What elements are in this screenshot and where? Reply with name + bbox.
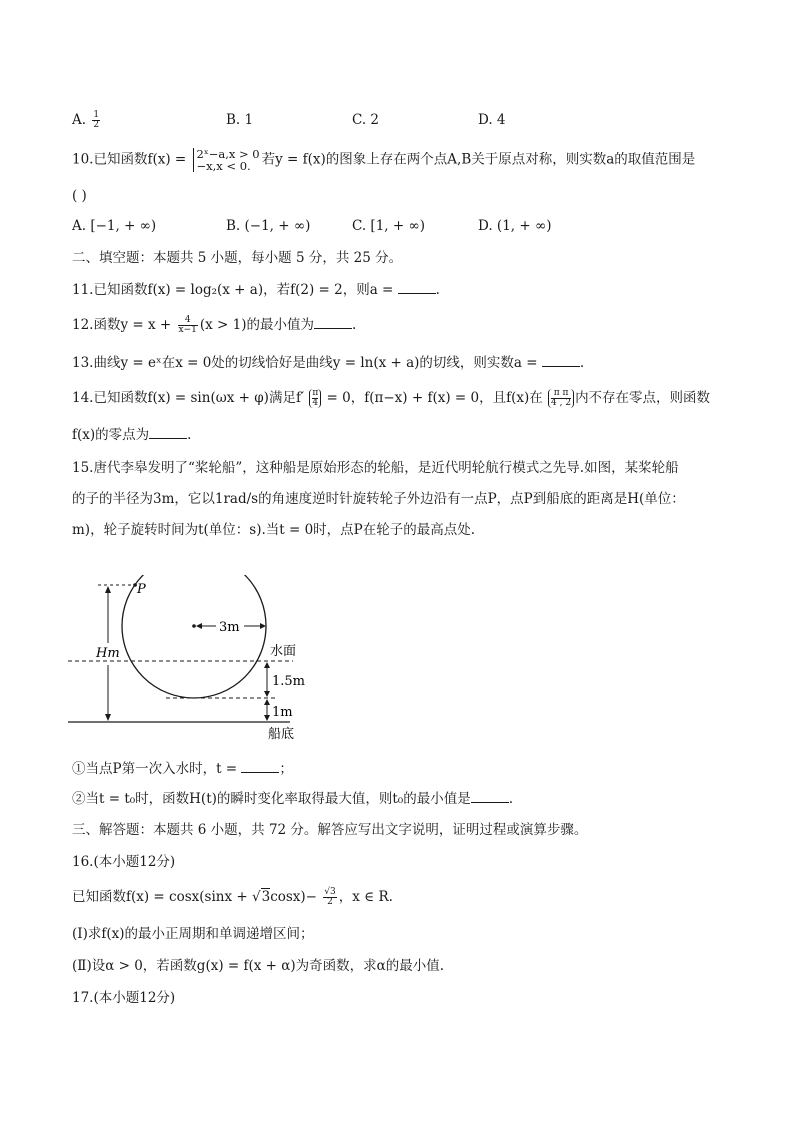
- q14-paren2-top: π π: [551, 389, 571, 399]
- q11: [72, 279, 440, 300]
- q13-text: 13.曲线y = eˣ在x = 0处的切线恰好是曲线y = ln(x + a)的切线，则实数a =: [72, 355, 542, 371]
- q14-paren1-top: π: [312, 388, 319, 398]
- q15-sub1: [72, 758, 293, 779]
- section3-heading: 三、解答题：本题共 6 小题，共 72 分。解答应写出文字说明，证明过程或演算步骤。: [72, 822, 588, 838]
- label-h: [95, 646, 120, 661]
- q16-sqrt: 3: [261, 889, 271, 905]
- radius-arrowhead-left: [196, 623, 202, 629]
- wheel-center: [192, 624, 196, 628]
- q10-option-b: B. (−1, + ∞): [226, 218, 311, 234]
- q14-pre: 14.已知函数f(x) = sin(ωx + φ)满足f′: [72, 390, 305, 406]
- q12: [72, 314, 356, 335]
- q10-option-a: A. [−1, + ∞): [72, 218, 157, 234]
- q16-part1: (Ⅰ)求f(x)的最小正周期和单调递增区间；: [72, 926, 314, 942]
- q14-paren1-bottom: 4: [312, 398, 319, 408]
- q16-function: 已知函数f(x) = cosx(sinx + √3cosx)− $\frac{√3}{2}$ ，x ∈ R.: [72, 887, 393, 907]
- label-1-5m: 1.5m: [272, 674, 306, 689]
- q10-stem: [72, 148, 695, 172]
- q15-sub1-text: ①当点P第一次入水时，t =: [72, 761, 242, 777]
- label-radius: 3m: [219, 620, 240, 635]
- paddle-wheel-figure: [68, 575, 318, 750]
- h-arrowhead-top: [105, 586, 111, 593]
- q11-blank: [398, 279, 436, 294]
- q9-option-a-label: A.: [72, 112, 87, 128]
- q10-case2: −x,x < 0.: [196, 159, 251, 173]
- q14-end: .: [187, 427, 192, 443]
- q10-option-d: D. (1, + ∞): [478, 218, 552, 234]
- h-arrowhead-bottom: [105, 714, 111, 721]
- q15-line1: 15.唐代李皋发明了“桨轮船”，这种船是原始形态的轮船，是近代明轮航行模式之先导.如图，某桨轮船: [72, 460, 679, 476]
- q15-line2: 的子的半径为3m，它以1rad/s的角速度逆时针旋转轮子外边沿有一点P，点P到船底的距离是H(单位：: [72, 491, 685, 507]
- q16-header: 16.(本小题12分): [72, 854, 176, 870]
- q16-post: ，x ∈ R.: [338, 889, 393, 905]
- dim-15-arrow-top: [264, 662, 270, 668]
- radius-arrowhead-right: [260, 623, 266, 629]
- q17-header: 17.(本小题12分): [72, 990, 176, 1006]
- q12-denominator: x−1: [178, 325, 197, 335]
- q16-frac-numerator: √3: [324, 887, 336, 897]
- q12-pre: 12.函数y = x +: [72, 317, 172, 333]
- label-ship-bottom: 船底: [268, 727, 295, 742]
- q13: [72, 352, 584, 373]
- q12-blank: [314, 314, 352, 329]
- q13-end: .: [579, 355, 585, 371]
- dim-15-arrow-bottom: [264, 691, 270, 697]
- q9-option-b: B. 1: [226, 112, 254, 128]
- q10-case1: 2ˣ−a,x > 0: [196, 147, 260, 161]
- q15-sub1-blank: [241, 758, 279, 773]
- q12-fraction: [178, 316, 198, 335]
- q14-mid: = 0，f(π−x) + f(x) = 0，且f(x)在: [326, 390, 543, 406]
- q15-sub2-text: ②当t = t₀时，函数H(t)的瞬时变化率取得最大值，则t₀的最小值是: [72, 791, 471, 807]
- q9-option-c: C. 2: [352, 112, 380, 128]
- q16-mid: cosx)−: [270, 889, 317, 905]
- q14-paren2-bottom: 4 , 2: [551, 398, 572, 408]
- dim-1-arrow-bottom: [264, 715, 270, 721]
- label-water-surface: 水面: [270, 644, 297, 659]
- q10-fx: f(x) =: [147, 151, 187, 168]
- q10-piecewise: [193, 148, 260, 172]
- q10-prefix: 10.已知函数: [72, 151, 148, 168]
- q10-paren: ( ): [72, 188, 87, 204]
- q12-numerator: 4: [178, 316, 198, 326]
- q15-sub2-end: .: [508, 791, 514, 807]
- q14-line2-text: f(x)的零点为: [72, 427, 150, 443]
- label-h-text: Hm: [96, 646, 120, 661]
- q16-pre: 已知函数f(x) = cosx(sinx +: [72, 889, 252, 905]
- q14-line2: [72, 424, 191, 445]
- label-p: P: [137, 582, 146, 597]
- q15-line3: m)，轮子旋转时间为t(单位：s).当t = 0时，点P在轮子的最高点处.: [72, 522, 476, 538]
- q13-blank: [542, 352, 580, 367]
- dim-1-arrow-top: [264, 699, 270, 705]
- section2-heading: 二、填空题：本题共 5 小题，每小题 5 分，共 25 分。: [72, 250, 403, 266]
- q14-paren2: [548, 389, 574, 408]
- q10-text: 若y = f(x)的图象上存在两个点A,B关于原点对称，则实数a的取值范围是: [261, 151, 696, 168]
- q16-fraction: [323, 888, 336, 907]
- q9-a-numerator: 1: [93, 110, 100, 120]
- q15-sub2: [72, 788, 513, 809]
- q14-line1: [72, 388, 710, 408]
- q14-post: 内不存在零点，则函数: [575, 390, 711, 406]
- q12-post: (x > 1)的最小值为: [199, 317, 314, 333]
- q9-a-denominator: 2: [93, 120, 100, 130]
- q16-frac-denominator: 2: [327, 897, 333, 907]
- q11-end: .: [435, 282, 440, 298]
- q14-blank: [149, 424, 187, 439]
- q9-option-d: D. 4: [478, 112, 506, 128]
- q15-sub2-blank: [471, 788, 509, 803]
- q10-option-c: C. [1, + ∞): [352, 218, 425, 234]
- label-1m: 1m: [272, 705, 293, 720]
- q9-option-a: [72, 110, 102, 130]
- q9-option-a-fraction: [92, 111, 100, 130]
- q11-text: 11.已知函数f(x) = log₂(x + a)，若f(2) = 2，则a =: [72, 282, 398, 298]
- q12-end: .: [352, 317, 357, 333]
- q15-sub1-end: ；: [279, 761, 293, 777]
- q14-paren1: [309, 389, 321, 408]
- q16-part2: (Ⅱ)设α > 0，若函数g(x) = f(x + α)为奇函数，求α的最小值.: [72, 958, 445, 974]
